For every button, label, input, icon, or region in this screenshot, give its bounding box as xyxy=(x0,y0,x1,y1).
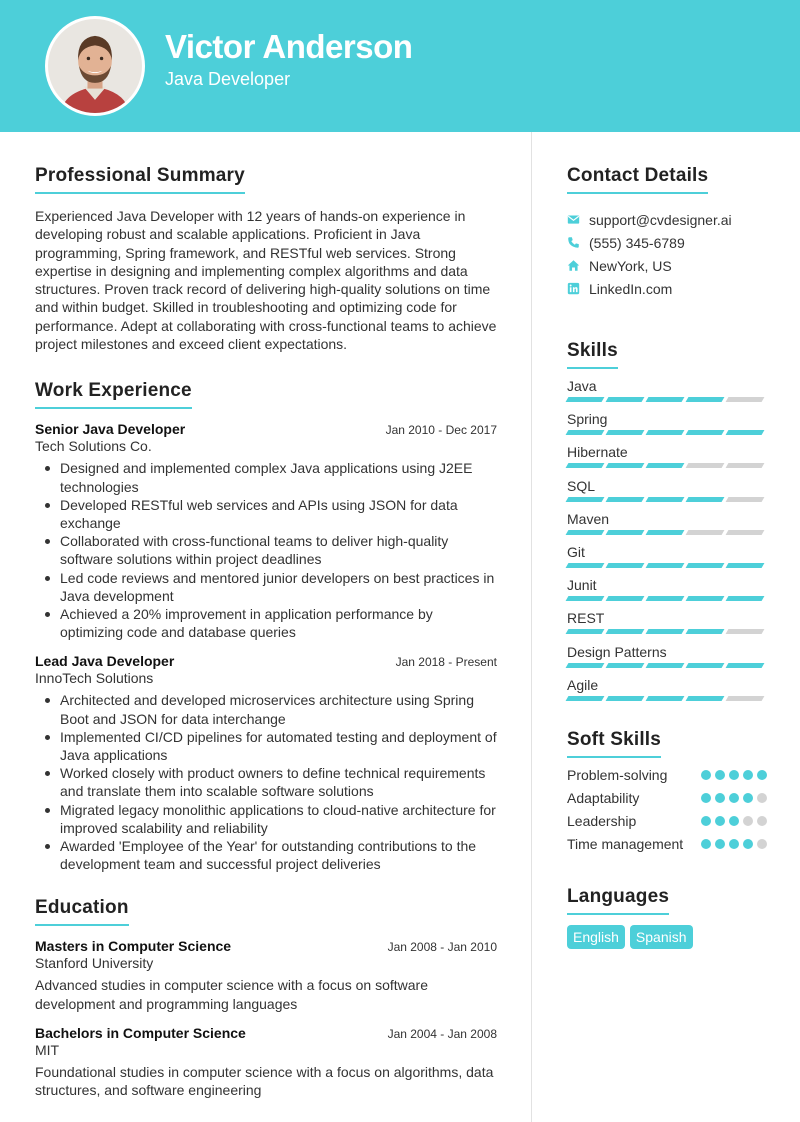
skill-level-segment xyxy=(646,663,685,668)
avatar xyxy=(45,16,145,116)
bullet-item: Designed and implemented complex Java applications using J2EE technologies xyxy=(35,459,497,495)
skill-item xyxy=(567,476,767,509)
skill-level-segment xyxy=(686,530,725,535)
skill-level-segment xyxy=(606,596,645,601)
rating-dot xyxy=(743,816,753,826)
language-tag: English xyxy=(567,925,625,949)
rating-dot xyxy=(757,770,767,780)
skills-title: Skills xyxy=(567,340,618,369)
contact-title: Contact Details xyxy=(567,165,708,194)
profile-photo xyxy=(48,19,142,113)
skill-level-segment xyxy=(726,497,765,502)
rating-dot xyxy=(701,816,711,826)
job-entry xyxy=(35,421,497,641)
rating-dot xyxy=(743,839,753,849)
soft-skill-item xyxy=(567,812,767,830)
soft-skill-rating xyxy=(701,789,767,803)
skill-level-segment xyxy=(726,563,765,568)
soft-skill-name: Adaptability xyxy=(567,789,640,806)
rating-dot xyxy=(729,793,739,803)
rating-dot xyxy=(715,816,725,826)
skill-level-bar xyxy=(567,397,763,402)
rating-dot xyxy=(715,793,725,803)
skill-level-segment xyxy=(646,530,685,535)
rating-dot xyxy=(701,839,711,849)
education-description: Advanced studies in computer science with a focus on software development and programming languages xyxy=(35,977,428,1012)
home-icon xyxy=(567,259,589,272)
contact-phone[interactable] xyxy=(567,231,767,254)
skill-level-segment xyxy=(606,497,645,502)
skill-level-bar xyxy=(567,596,763,601)
bullet-item: Awarded 'Employee of the Year' for outstanding contributions to the development team and successful project deliveries xyxy=(35,837,497,873)
education-section xyxy=(35,897,497,1099)
skill-item xyxy=(567,442,767,475)
skill-level-segment xyxy=(726,530,765,535)
contact-location xyxy=(567,254,767,277)
skill-level-segment xyxy=(566,696,605,701)
language-tag: Spanish xyxy=(630,925,693,949)
skills-section xyxy=(567,340,767,708)
education-entry xyxy=(35,938,497,1013)
job-company: Tech Solutions Co. xyxy=(35,438,152,455)
job-entry xyxy=(35,653,497,873)
bullet-item: Led code reviews and mentored junior developers on best practices in Java development xyxy=(35,569,497,605)
skill-level-segment xyxy=(566,563,605,568)
skill-name: Junit xyxy=(567,577,597,594)
languages-section xyxy=(567,886,767,949)
rating-dot xyxy=(715,770,725,780)
skill-level-segment xyxy=(646,497,685,502)
contact-linkedin[interactable] xyxy=(567,277,767,300)
skill-level-segment xyxy=(566,430,605,435)
skill-name: Hibernate xyxy=(567,444,628,461)
summary-title: Professional Summary xyxy=(35,165,245,194)
skill-item xyxy=(567,608,767,641)
skill-level-bar xyxy=(567,563,763,568)
rating-dot xyxy=(757,793,767,803)
languages-title: Languages xyxy=(567,886,669,915)
envelope-icon xyxy=(567,213,589,226)
skill-level-segment xyxy=(646,463,685,468)
skill-level-segment xyxy=(606,663,645,668)
skill-level-segment xyxy=(726,596,765,601)
rating-dot xyxy=(715,839,725,849)
skill-name: Git xyxy=(567,543,585,560)
skill-level-segment xyxy=(646,430,685,435)
skill-level-segment xyxy=(606,696,645,701)
rating-dot xyxy=(729,770,739,780)
job-bullets xyxy=(35,691,497,873)
skill-level-bar xyxy=(567,629,763,634)
skill-item xyxy=(567,642,767,675)
skill-item xyxy=(567,409,767,442)
skill-level-segment xyxy=(686,629,725,634)
skill-level-segment xyxy=(566,596,605,601)
soft-skill-rating xyxy=(701,766,767,780)
soft-skill-rating xyxy=(701,835,767,849)
skill-level-segment xyxy=(646,696,685,701)
skill-level-bar xyxy=(567,530,763,535)
skill-name: Design Patterns xyxy=(567,643,667,660)
skill-level-segment xyxy=(566,497,605,502)
soft-skill-item xyxy=(567,766,767,784)
languages-list xyxy=(567,925,767,949)
linkedin-text: LinkedIn.com xyxy=(589,280,673,297)
skill-name: REST xyxy=(567,610,605,627)
skill-name: SQL xyxy=(567,477,596,494)
skill-level-segment xyxy=(566,530,605,535)
bullet-item: Migrated legacy monolithic applications to cloud-native architecture for improved scalability and reliability xyxy=(35,801,497,837)
skill-level-segment xyxy=(686,596,725,601)
soft-skills-list xyxy=(567,766,767,853)
school-name: Stanford University xyxy=(35,955,154,972)
skill-level-segment xyxy=(686,663,725,668)
skill-level-segment xyxy=(646,629,685,634)
skill-level-segment xyxy=(566,629,605,634)
education-entry xyxy=(35,1025,497,1100)
skill-level-segment xyxy=(566,397,605,402)
phone-icon xyxy=(567,236,589,249)
rating-dot xyxy=(757,816,767,826)
bullet-item: Worked closely with product owners to define technical requirements and translate them into scalable software solutions xyxy=(35,764,497,800)
job-dates: Jan 2018 - Present xyxy=(395,655,497,670)
soft-skill-item xyxy=(567,789,767,807)
skill-name: Java xyxy=(567,378,597,394)
rating-dot xyxy=(729,816,739,826)
skill-level-segment xyxy=(606,563,645,568)
rating-dot xyxy=(701,793,711,803)
skill-level-segment xyxy=(726,629,765,634)
skill-level-bar xyxy=(567,463,763,468)
skill-level-segment xyxy=(566,463,605,468)
skill-level-segment xyxy=(606,463,645,468)
linkedin-icon xyxy=(567,282,589,295)
email-text: support@cvdesigner.ai xyxy=(589,211,732,228)
soft-skill-rating xyxy=(701,812,767,826)
skill-name: Maven xyxy=(567,510,610,527)
summary-section xyxy=(35,165,497,353)
skill-level-segment xyxy=(646,563,685,568)
soft-skill-name: Problem-solving xyxy=(567,766,668,783)
soft-skills-title: Soft Skills xyxy=(567,729,661,758)
skill-level-segment xyxy=(606,629,645,634)
skill-name: Agile xyxy=(567,676,599,693)
skill-level-segment xyxy=(566,663,605,668)
rating-dot xyxy=(743,770,753,780)
rating-dot xyxy=(701,770,711,780)
skills-list xyxy=(567,376,767,708)
soft-skill-name: Leadership xyxy=(567,812,637,829)
education-dates: Jan 2004 - Jan 2008 xyxy=(387,1027,497,1042)
skill-level-segment xyxy=(686,397,725,402)
skill-level-segment xyxy=(646,397,685,402)
skill-level-bar xyxy=(567,430,763,435)
main-column xyxy=(35,165,497,1100)
skill-level-bar xyxy=(567,696,763,701)
skill-level-segment xyxy=(606,397,645,402)
degree-title: Masters in Computer Science xyxy=(35,938,232,955)
education-dates: Jan 2008 - Jan 2010 xyxy=(387,940,497,955)
bullet-item: Implemented CI/CD pipelines for automated testing and deployment of Java applications xyxy=(35,728,497,764)
skill-level-segment xyxy=(606,530,645,535)
rating-dot xyxy=(743,793,753,803)
skill-level-segment xyxy=(606,430,645,435)
soft-skills-section xyxy=(567,729,767,853)
bullet-item: Architected and developed microservices architecture using Spring Boot and JSON for data interchange xyxy=(35,691,497,727)
skill-item xyxy=(567,542,767,575)
soft-skill-item xyxy=(567,835,767,853)
skill-level-segment xyxy=(726,430,765,435)
school-name: MIT xyxy=(35,1042,60,1059)
skill-level-bar xyxy=(567,497,763,502)
bullet-item: Collaborated with cross-functional teams to deliver high-quality software solutions within project deadlines xyxy=(35,532,497,568)
rating-dot xyxy=(729,839,739,849)
header-banner xyxy=(0,0,800,132)
contact-email[interactable] xyxy=(567,208,767,231)
skill-level-segment xyxy=(726,696,765,701)
experience-title: Work Experience xyxy=(35,380,192,409)
phone-text: (555) 345-6789 xyxy=(589,234,685,251)
skill-level-segment xyxy=(646,596,685,601)
job-bullets xyxy=(35,459,497,641)
bullet-item: Developed RESTful web services and APIs using JSON for data exchange xyxy=(35,496,497,532)
job-title: Senior Java Developer xyxy=(35,421,186,438)
education-title: Education xyxy=(35,897,129,926)
summary-text: Experienced Java Developer with 12 years of hands-on experience in developing robust and scalable applications. Proficient in Java programming, Spring framework, and RESTful web services. Strong expertise in designing and implementing complex algorithms and data structures. Proven track record of delivering high-quality solutions on time and within budget. Skilled in troubleshooting and optimizing code for performance. Adept at collaborating with cross-functional teams to achieve project milestones and exceed client expectations. xyxy=(35,208,497,353)
location-text: NewYork, US xyxy=(589,257,672,274)
contact-section xyxy=(567,165,767,300)
skill-level-segment xyxy=(686,563,725,568)
rating-dot xyxy=(757,839,767,849)
candidate-name: Victor Anderson xyxy=(165,28,413,65)
education-description: Foundational studies in computer science with a focus on algorithms, data structures, and software engineering xyxy=(35,1064,494,1099)
skill-level-segment xyxy=(686,463,725,468)
skill-level-segment xyxy=(686,696,725,701)
candidate-role: Java Developer xyxy=(165,69,291,89)
skill-level-segment xyxy=(686,497,725,502)
degree-title: Bachelors in Computer Science xyxy=(35,1025,246,1042)
skill-level-segment xyxy=(726,397,765,402)
skill-level-segment xyxy=(726,463,765,468)
skill-item xyxy=(567,509,767,542)
skill-name: Spring xyxy=(567,411,608,428)
job-company: InnoTech Solutions xyxy=(35,670,154,687)
experience-section xyxy=(35,380,497,873)
skill-item xyxy=(567,376,767,409)
skill-level-bar xyxy=(567,663,763,668)
skill-level-segment xyxy=(726,663,765,668)
sidebar-column xyxy=(567,165,767,949)
bullet-item: Achieved a 20% improvement in application performance by optimizing code and database queries xyxy=(35,605,497,641)
job-title: Lead Java Developer xyxy=(35,653,175,670)
column-divider xyxy=(531,132,532,1122)
job-dates: Jan 2010 - Dec 2017 xyxy=(385,423,497,438)
skill-item xyxy=(567,575,767,608)
skill-level-segment xyxy=(686,430,725,435)
soft-skill-name: Time management xyxy=(567,835,684,852)
skill-item xyxy=(567,675,767,708)
